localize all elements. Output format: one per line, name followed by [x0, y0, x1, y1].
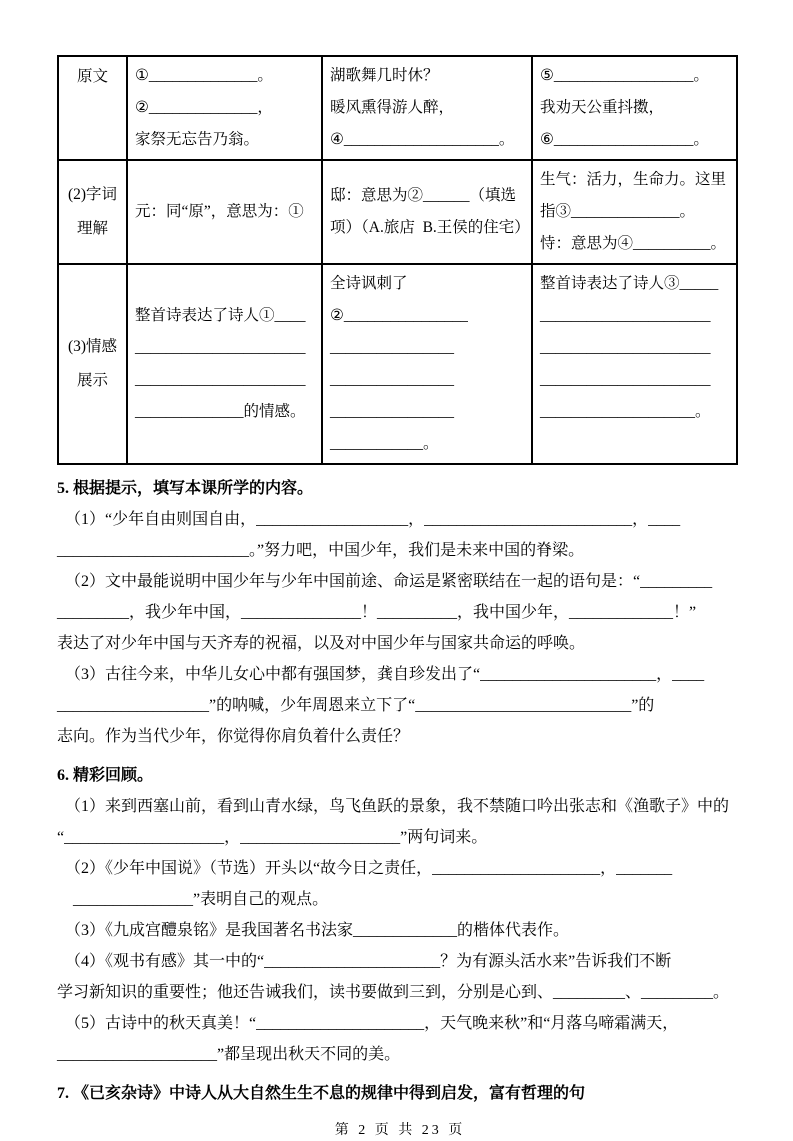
- question-line: 表达了对少年中国与天齐寿的祝福，以及对中国少年与国家共命运的呼唤。: [57, 635, 586, 652]
- question-line: “____________________，____________________”两句词来。: [57, 829, 488, 846]
- emotion-line: ______________________: [135, 371, 306, 388]
- emotion-line: ______________________: [540, 339, 711, 356]
- table-row: [58, 56, 737, 160]
- emotion-line: 整首诗表达了诗人③_____: [540, 275, 719, 292]
- emotion-line: ②________________: [330, 307, 468, 324]
- emotion-line: ______________________: [135, 339, 306, 356]
- table-row: [58, 264, 737, 464]
- row-label-emotion-display: [58, 264, 127, 464]
- question-line: ____________________”都呈现出秋天不同的美。: [57, 1046, 401, 1063]
- question-line: _______________”表明自己的观点。: [57, 891, 329, 908]
- table-cell: [532, 160, 737, 264]
- question-line: （2）文中最能说明中国少年与少年中国前途、命运是紧密联结在一起的语句是：“_________: [57, 573, 713, 590]
- poem-line: 家祭无忘告乃翁。: [135, 131, 260, 148]
- question-6-body: [57, 791, 743, 1070]
- emotion-line: 全诗讽刺了: [330, 275, 408, 292]
- question-line: （5）古诗中的秋天真美！“_____________________，天气晚来秋”和“月落乌啼霜满天，: [57, 1015, 679, 1032]
- row-label-line: (3)情感: [67, 338, 118, 355]
- emotion-line: ________________: [330, 403, 454, 420]
- question-5-heading: 5. 根据提示，填写本课所学的内容。: [57, 480, 314, 497]
- table-cell: [127, 160, 322, 264]
- poem-line: ⑤__________________。: [540, 67, 709, 84]
- question-line: （1）来到西塞山前，看到山青水绿，鸟飞鱼跃的景象，我不禁随口吟出张志和《渔歌子》中的: [57, 798, 730, 815]
- emotion-line: ______________________: [540, 371, 711, 388]
- poem-line: ①______________。: [135, 67, 273, 84]
- poem-line: ②______________，: [135, 99, 273, 116]
- emotion-line: 整首诗表达了诗人①____: [135, 307, 306, 324]
- definition-line: 指③______________。: [540, 203, 696, 220]
- question-5-body: [57, 504, 743, 752]
- page-footer: 第 2 页 共 23 页: [334, 1123, 466, 1138]
- table-cell: [322, 264, 532, 464]
- poem-line: 我劝天公重抖擞，: [540, 99, 665, 116]
- row-label-line: 理解: [76, 220, 108, 237]
- row-label-word-comprehension: [58, 160, 127, 264]
- emotion-line: ______________的情感。: [135, 403, 306, 420]
- question-line: （3）《九成宫醴泉铭》是我国著名书法家_____________的楷体代表作。: [57, 922, 570, 939]
- row-label-line: 原文: [76, 68, 108, 85]
- question-line: （1）“少年自由则国自由，___________________，__________________________，____: [57, 511, 681, 528]
- table-cell: [127, 56, 322, 160]
- table-cell: [322, 56, 532, 160]
- question-line: ___________________”的呐喊，少年周恩来立下了“___________________________”的: [57, 697, 655, 714]
- poem-line: ④____________________。: [330, 131, 515, 148]
- table-cell: [532, 56, 737, 160]
- emotion-line: ____________。: [330, 435, 439, 452]
- definition-line: 元：同“原”，意思为：①: [135, 203, 304, 220]
- question-line: （2）《少年中国说》（节选）开头以“故今日之责任，_____________________，_______: [57, 860, 673, 877]
- review-table: [57, 55, 738, 465]
- question-line: ________________________。”努力吧，中国少年，我们是未来中国的脊梁。: [57, 542, 585, 559]
- table-cell: [322, 160, 532, 264]
- poem-line: ⑥__________________。: [540, 131, 709, 148]
- question-line: （4）《观书有感》其一中的“______________________？为有源头活水来”告诉我们不断: [57, 953, 672, 970]
- question-line: _________，我少年中国，_______________！__________，我中国少年，_____________！”: [57, 604, 697, 621]
- question-line: 学习新知识的重要性；他还告诫我们，读书要做到三到，分别是心到、_________、_________。: [57, 984, 730, 1001]
- question-line: 志向。作为当代少年，你觉得你肩负着什么责任？: [57, 728, 410, 745]
- row-label-original-text: [58, 56, 127, 160]
- definition-line: 项）（A.旅店 B.王侯的住宅）: [330, 219, 530, 236]
- table-cell: [127, 264, 322, 464]
- question-7-heading: 7. 《已亥杂诗》中诗人从大自然生生不息的规律中得到启发，富有哲理的句: [57, 1085, 586, 1102]
- emotion-line: ________________: [330, 371, 454, 388]
- definition-line: 邸：意思为②______（填选: [330, 187, 517, 204]
- poem-line: 湖歌舞几时休？: [330, 67, 439, 84]
- question-6-heading: 6. 精彩回顾。: [57, 767, 154, 784]
- definition-line: 生气：活力，生命力。这里: [540, 171, 727, 188]
- row-label-line: (2)字词: [67, 186, 118, 203]
- definition-line: 恃：意思为④__________。: [540, 235, 727, 252]
- table-row: [58, 160, 737, 264]
- table-cell: [532, 264, 737, 464]
- emotion-line: ______________________: [540, 307, 711, 324]
- row-label-line: 展示: [76, 372, 108, 389]
- emotion-line: ____________________。: [540, 403, 711, 420]
- question-line: （3）古往今来，中华儿女心中都有强国梦，龚自珍发出了“______________________，____: [57, 666, 705, 683]
- poem-line: 暖风熏得游人醉，: [330, 99, 455, 116]
- emotion-line: ________________: [330, 339, 454, 356]
